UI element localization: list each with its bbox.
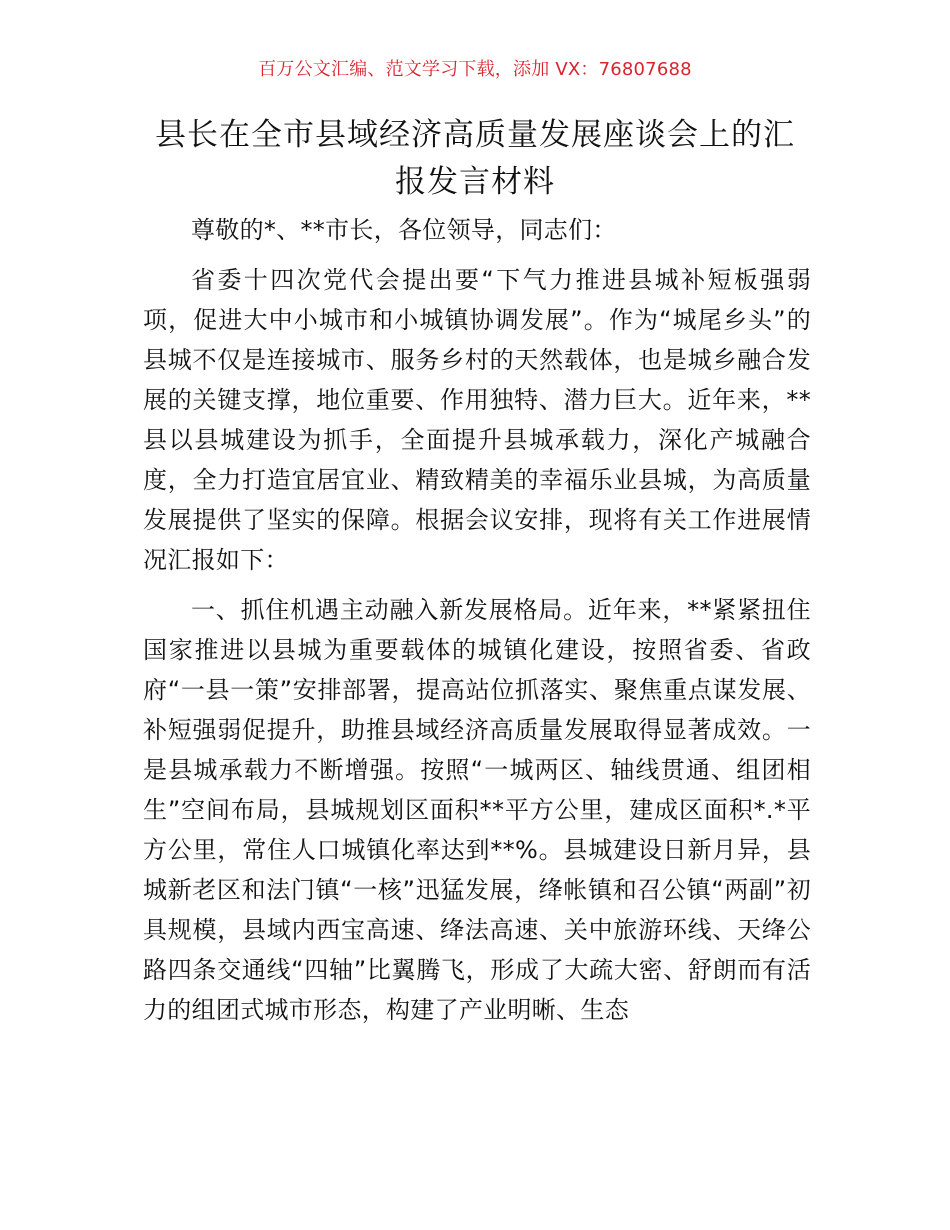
paragraph-section-one: 一、抓住机遇主动融入新发展格局。近年来，**紧紧扭住国家推进以县城为重要载体的城镇化建设，按照省委、省政府“一县一策”安排部署，提高站位抓落实、聚焦重点谋发展、补短强弱促提升，助推县域经济高质量发展取得显著成效。一是县城承载力不断增强。按照“一城两区、轴线贯通、组团相生”空间布局，县城规划区面积**平方公里，建成区面积*.*平方公里，常住人口城镇化率达到**%。县城建设日新月异，县城新老区和法门镇“一核”迅猛发展，绛帐镇和召公镇“两副”初具规模，县域内西宝高速、绛法高速、关中旅游环线、天绛公路四条交通线“四轴”比翼腾飞，形成了大疏大密、舒朗而有活力的组团式城市形态，构建了产业明晰、生态 <box>143 596 811 1024</box>
header-watermark-note: 百万公文汇编、范文学习下载，添加 VX：76807688 <box>258 59 692 80</box>
document-title-line-1: 县长在全市县域经济高质量发展座谈会上的汇 <box>155 117 795 153</box>
document-title-line-2: 报发言材料 <box>395 164 555 200</box>
document-title <box>140 112 810 206</box>
document-body <box>143 210 811 1040</box>
salutation: 尊敬的*、**市长，各位领导，同志们： <box>191 216 617 244</box>
paragraph-intro: 省委十四次党代会提出要“下气力推进县城补短板强弱项，促进大中小城市和小城镇协调发展”。作为“城尾乡头”的县城不仅是连接城市、服务乡村的天然载体，也是城乡融合发展的关键支撑，地位重要、作用独特、潜力巨大。近年来，**县以县城建设为抓手，全面提升县城承载力，深化产城融合度，全力打造宜居宜业、精致精美的幸福乐业县城，为高质量发展提供了坚实的保障。根据会议安排，现将有关工作进展情况汇报如下： <box>143 266 811 574</box>
